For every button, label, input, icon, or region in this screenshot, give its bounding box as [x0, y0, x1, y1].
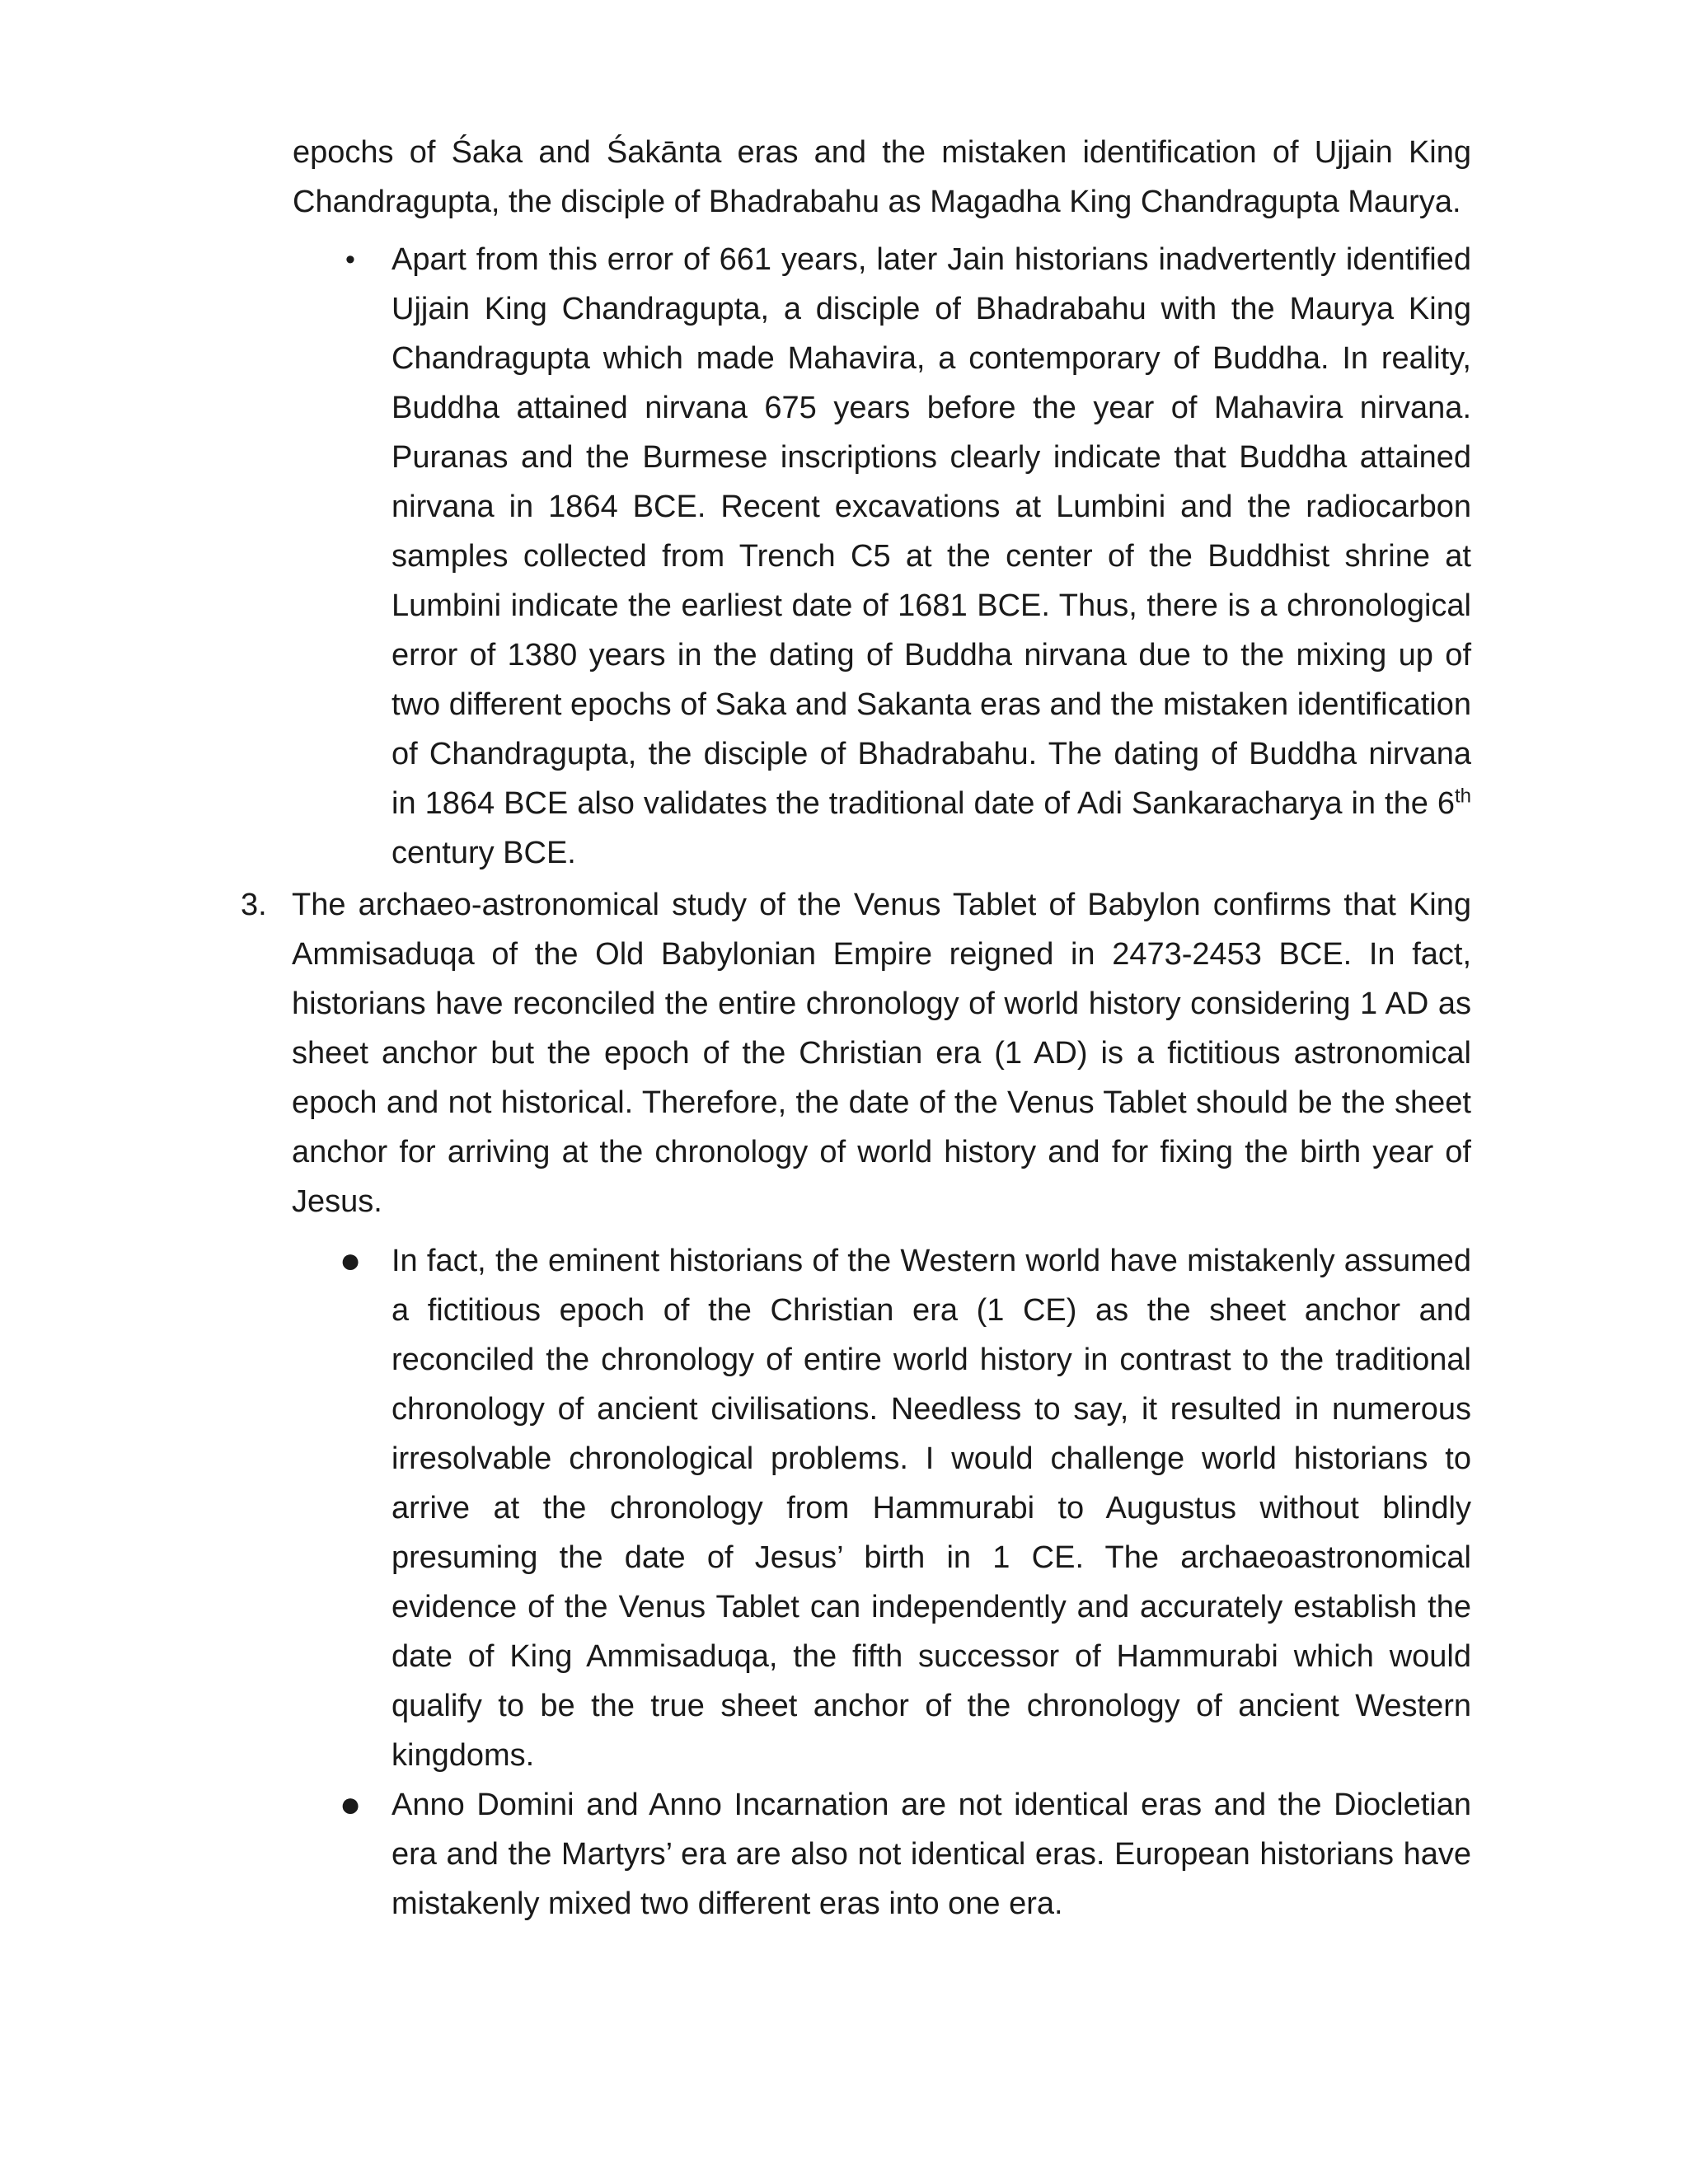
- continuation-paragraph: epochs of Śaka and Śakānta eras and the mistaken identification of Ujjain King Chandragupta, the disciple of Bhadrabahu as Magadha King Chandragupta Maurya.: [293, 135, 1471, 219]
- item-3-text: The archaeo-astronomical study of the Venus Tablet of Babylon confirms that King Ammisaduqa of the Old Babylonian Empire reigned in 2473-2453 BCE. In fact, historians have reconciled the entire chronology of world history considering 1 AD as sheet anchor but the epoch of the Christian era (1 AD) is a fictitious astronomical epoch and not historical. Therefore, the date of the Venus Tablet should be the sheet anchor for arriving at the chronology of world history and for fixing the birth year of Jesus.: [292, 888, 1471, 1219]
- bullet-marker: ●: [339, 1240, 362, 1281]
- item-number: 3.: [241, 888, 267, 922]
- bullet-3-text: Anno Domini and Anno Incarnation are not identical eras and the Diocletian era and the Martyrs’ era are also not identical eras. European historians have mistakenly mixed two different eras into one era.: [392, 1788, 1471, 1921]
- bullet-2-text: In fact, the eminent historians of the Western world have mistakenly assumed a fictitious epoch of the Christian era (1 CE) as the sheet anchor and reconciled the chronology of entire world history in contrast to the traditional chronology of ancient civilisations. Needless to say, it resulted in numerous irresolvable chronological problems. I would challenge world historians to arrive at the chronology from Hammurabi to Augustus without blindly presuming the date of Jesus’ birth in 1 CE. The archaeoastronomical evidence of the Venus Tablet can independently and accurately establish the date of King Ammisaduqa, the fifth successor of Hammurabi which would qualify to be the true sheet anchor of the chronology of ancient Western kingdoms.: [392, 1244, 1471, 1773]
- list-item-bullet-2: [339, 1236, 1471, 1780]
- superscript-ordinal: th: [1454, 785, 1471, 808]
- bullet-1-text: [392, 242, 1471, 870]
- list-item-bullet-1: [345, 235, 1471, 878]
- bullet-marker: •: [345, 244, 355, 275]
- bullet-1-text-end: century BCE.: [392, 836, 576, 870]
- list-item-bullet-3: [339, 1780, 1471, 1929]
- bullet-marker: ●: [339, 1784, 362, 1825]
- bullet-1-text-main: Apart from this error of 661 years, later Jain historians inadvertently identified Ujjain King Chandragupta, a disciple of Bhadrabahu with the Maurya King Chandragupta which made Mahavira, a contemporary of Buddha. In reality, Buddha attained nirvana 675 years before the year of Mahavira nirvana. Puranas and the Burmese inscriptions clearly indicate that Buddha attained nirvana in 1864 BCE. Recent excavations at Lumbini and the radiocarbon samples collected from Trench C5 at the center of the Buddhist shrine at Lumbini indicate the earliest date of 1681 BCE. Thus, there is a chronological error of 1380 years in the dating of Buddha nirvana due to the mixing up of two different epochs of Saka and Sakanta eras and the mistaken identification of Chandragupta, the disciple of Bhadrabahu. The dating of Buddha nirvana in 1864 BCE also validates the traditional date of Adi Sankaracharya in the 6: [392, 242, 1471, 821]
- numbered-item-3: [241, 880, 1471, 1226]
